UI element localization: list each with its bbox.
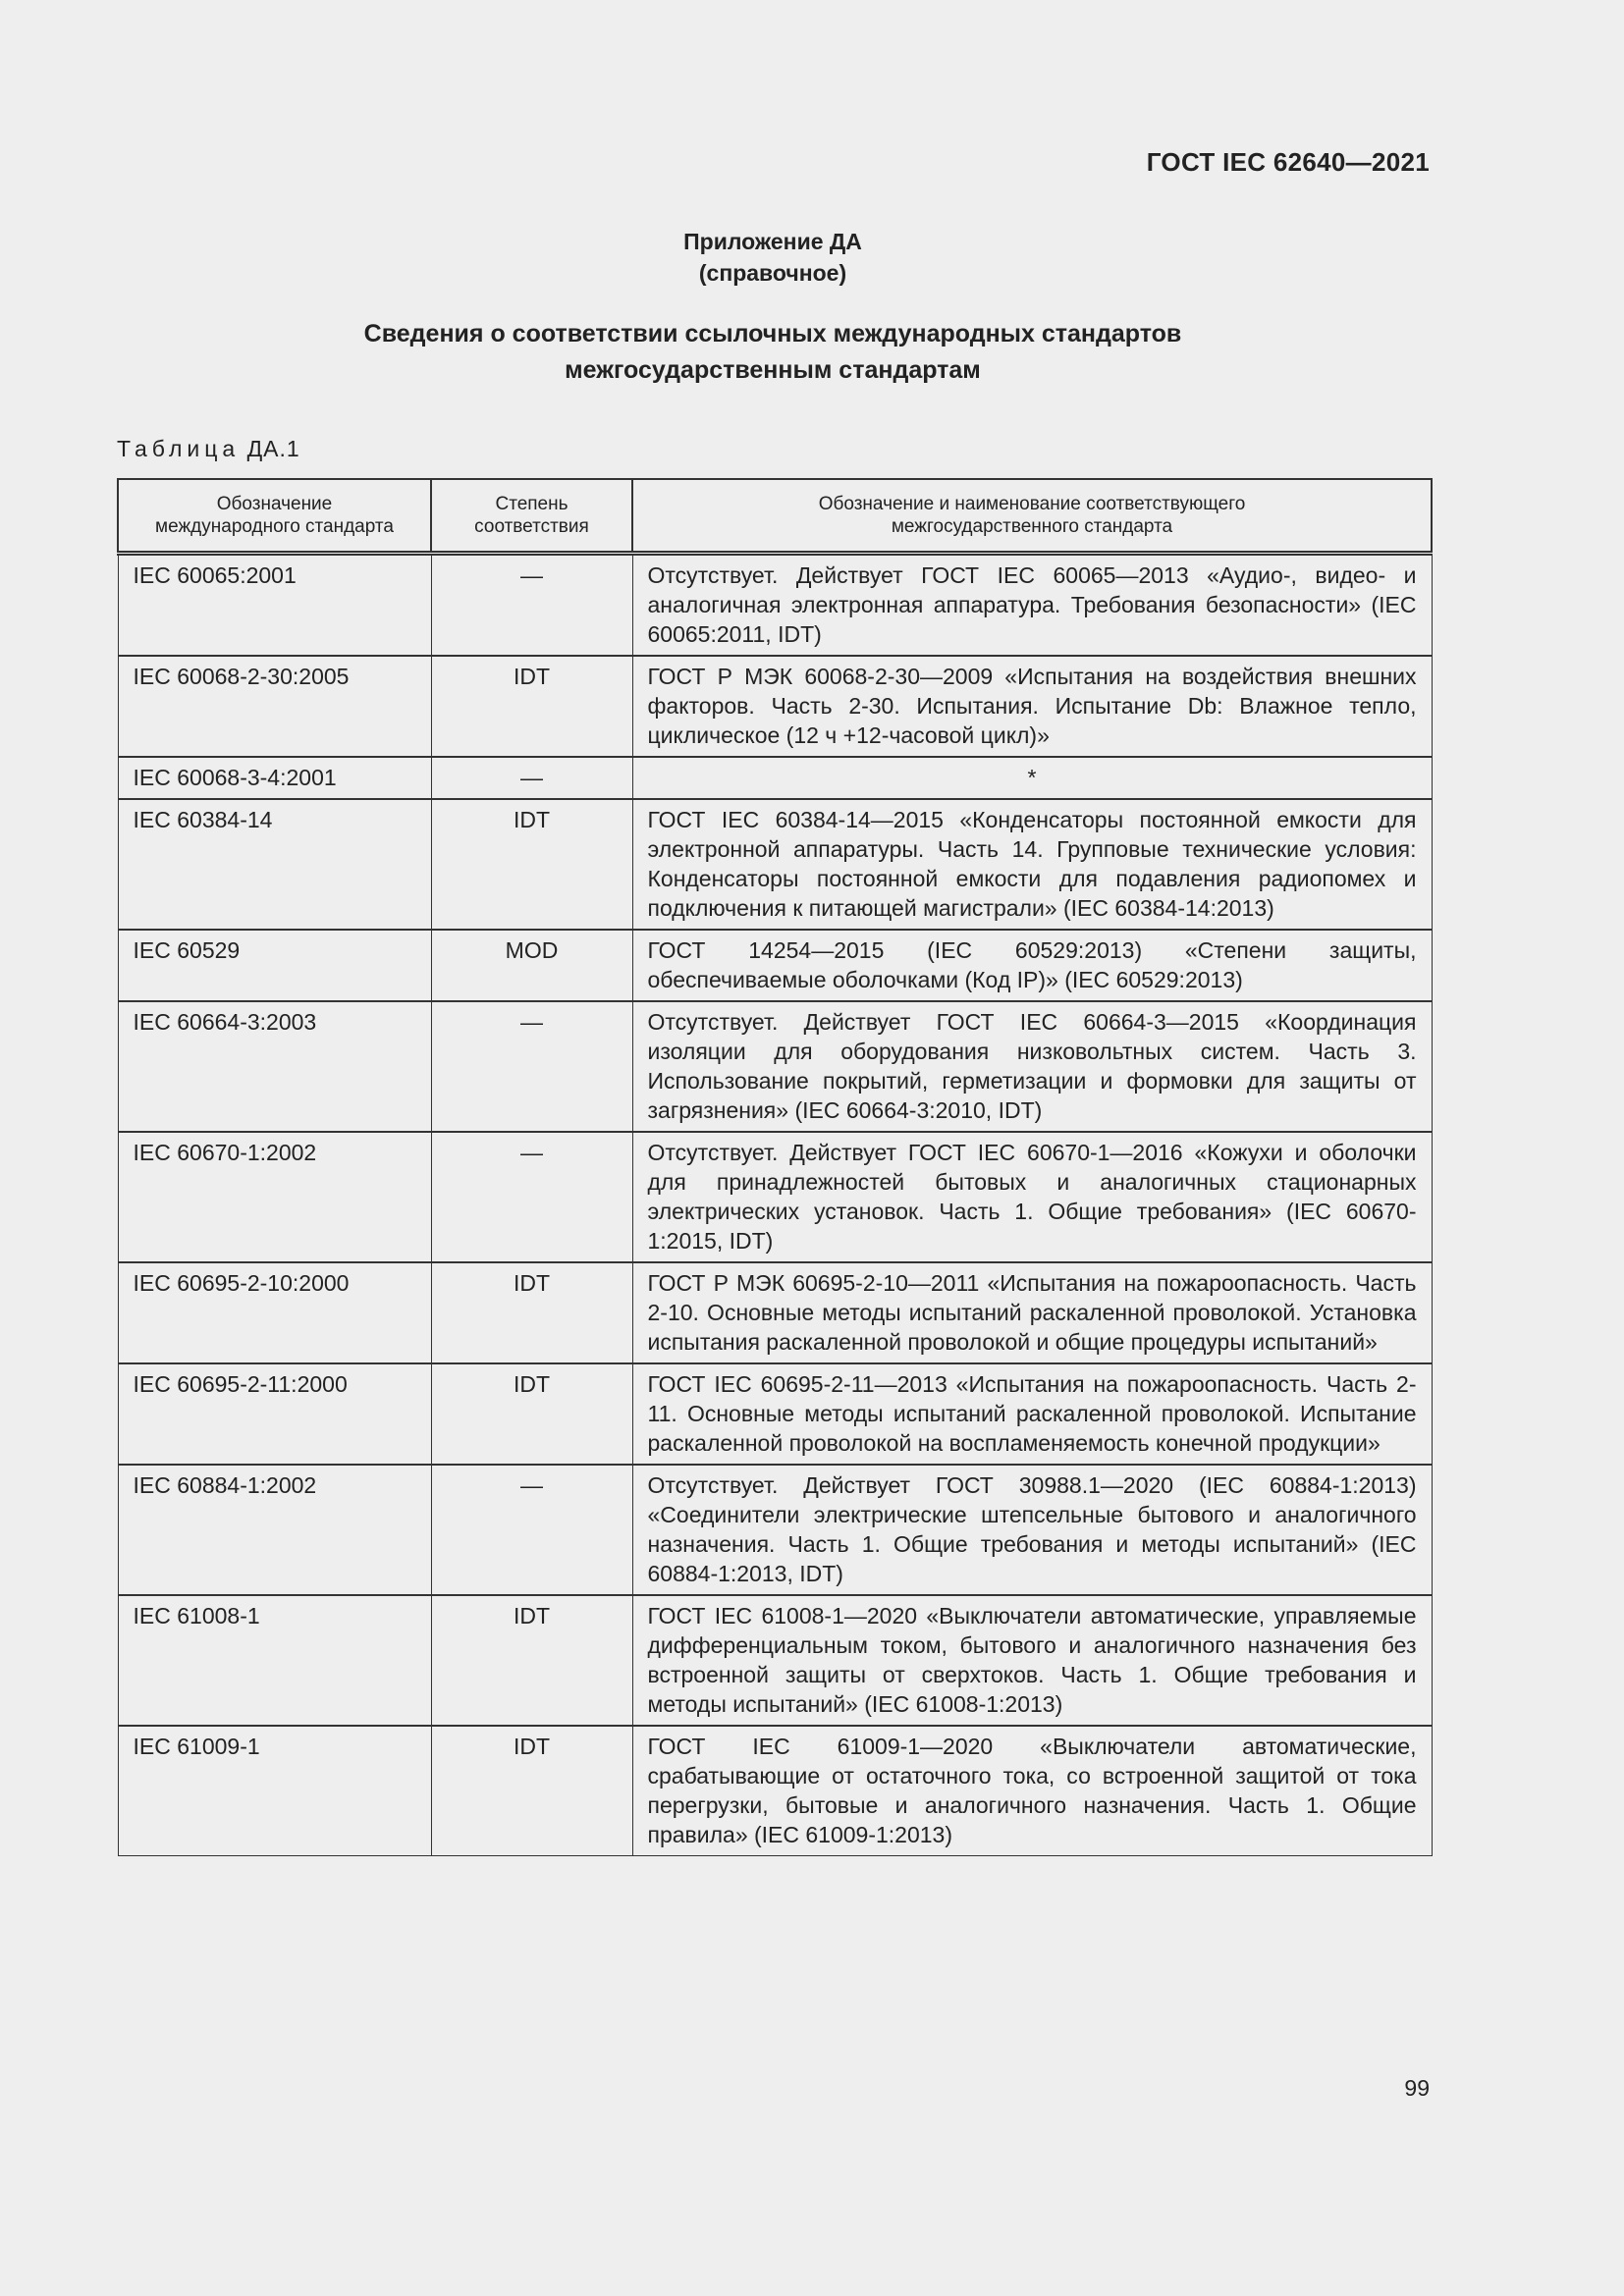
table-row [118, 757, 1432, 799]
header-line: соответствия [474, 516, 589, 537]
cell-description: ГОСТ IEC 60384-14—2015 «Конденсаторы постоянной емкости для электронной аппаратуры. Часть 14. Групповые технические условия: Конденсаторы постоянной емкости для подавления радиопомех и подключения к питающей магистрали» (IEC 60384-14:2013) [632, 799, 1432, 930]
cell-description: Отсутствует. Действует ГОСТ IEC 60664-3—2015 «Координация изоляции для оборудования низковольтных систем. Часть 3. Использование покрытий, герметизации и формовки для защиты от загрязнения» (IEC 60664-3:2010, IDT) [632, 1001, 1432, 1132]
standards-table [117, 478, 1433, 1856]
document-code: ГОСТ IEC 62640—2021 [1146, 147, 1430, 177]
table-row [118, 1001, 1432, 1132]
cell-degree: IDT [431, 1595, 632, 1726]
header-international-standard [118, 479, 431, 554]
header-line: Степень [495, 494, 568, 514]
cell-description: Отсутствует. Действует ГОСТ IEC 60065—2013 «Аудио-, видео- и аналогичная электронная аппаратура. Требования безопасности» (IEC 60065:2011, IDT) [632, 554, 1432, 657]
cell-degree: IDT [431, 799, 632, 930]
table-row [118, 799, 1432, 930]
cell-standard-code: IEC 60068-3-4:2001 [118, 757, 431, 799]
cell-standard-code: IEC 61008-1 [118, 1595, 431, 1726]
header-line: Обозначение и наименование соответствующего [818, 494, 1246, 514]
cell-standard-code: IEC 60695-2-10:2000 [118, 1262, 431, 1363]
table-row [118, 656, 1432, 757]
cell-standard-code: IEC 60068-2-30:2005 [118, 656, 431, 757]
cell-degree: MOD [431, 930, 632, 1001]
cell-standard-code: IEC 60695-2-11:2000 [118, 1363, 431, 1465]
cell-description: ГОСТ IEC 60695-2-11—2013 «Испытания на пожароопасность. Часть 2-11. Основные методы испытаний раскаленной проволокой. Испытание раскаленной проволокой на воспламеняемость конечной продукции» [632, 1363, 1432, 1465]
table-row [118, 1262, 1432, 1363]
cell-description: ГОСТ IEC 61008-1—2020 «Выключатели автоматические, управляемые дифференциальным током, бытового и аналогичного назначения без встроенной защиты от сверхтоков. Часть 1. Общие требования и методы испытаний» (IEC 61008-1:2013) [632, 1595, 1432, 1726]
header-line: международного стандарта [155, 516, 394, 537]
cell-standard-code: IEC 60664-3:2003 [118, 1001, 431, 1132]
cell-description: ГОСТ 14254—2015 (IEC 60529:2013) «Степени защиты, обеспечиваемые оболочками (Код IP)» (IEC 60529:2013) [632, 930, 1432, 1001]
cell-standard-code: IEC 60384-14 [118, 799, 431, 930]
header-interstate-standard [632, 479, 1432, 554]
cell-description: Отсутствует. Действует ГОСТ 30988.1—2020 (IEC 60884-1:2013) «Соединители электрические штепсельные бытового и аналогичного назначения. Часть 1. Общие требования и методы испытаний» (IEC 60884-1:2013, IDT) [632, 1465, 1432, 1595]
cell-standard-code: IEC 60529 [118, 930, 431, 1001]
annex-subtitle: (справочное) [698, 260, 847, 286]
cell-standard-code: IEC 60670-1:2002 [118, 1132, 431, 1262]
cell-degree: IDT [431, 1262, 632, 1363]
table-row [118, 1726, 1432, 1856]
cell-degree: — [431, 1132, 632, 1262]
cell-degree: — [431, 1465, 632, 1595]
header-line: Обозначение [216, 494, 333, 514]
table-caption-prefix: Таблица [117, 436, 241, 461]
cell-description: ГОСТ Р МЭК 60068-2-30—2009 «Испытания на воздействия внешних факторов. Часть 2-30. Испытания. Испытание Db: Влажное тепло, циклическое (12 ч +12-часовой цикл)» [632, 656, 1432, 757]
cell-standard-code: IEC 60884-1:2002 [118, 1465, 431, 1595]
cell-degree: — [431, 757, 632, 799]
table-row [118, 1465, 1432, 1595]
section-title-line1: Сведения о соответствии ссылочных международных стандартов [363, 320, 1182, 347]
table-row [118, 1132, 1432, 1262]
header-degree [431, 479, 632, 554]
header-line: межгосударственного стандарта [891, 516, 1173, 537]
page-number: 99 [1404, 2075, 1430, 2101]
section-title [0, 316, 1545, 389]
annex-heading [0, 226, 1545, 289]
cell-standard-code: IEC 61009-1 [118, 1726, 431, 1856]
annex-title: Приложение ДА [683, 229, 862, 254]
table-row [118, 1595, 1432, 1726]
section-title-line2: межгосударственным стандартам [565, 356, 981, 384]
cell-degree: IDT [431, 1363, 632, 1465]
table-header-row [118, 479, 1432, 554]
table-row [118, 1363, 1432, 1465]
table-row [118, 930, 1432, 1001]
cell-description: ГОСТ IEC 61009-1—2020 «Выключатели автоматические, срабатывающие от остаточного тока, со встроенной защитой от тока перегрузки, бытовые и аналогичного назначения. Часть 1. Общие правила» (IEC 61009-1:2013) [632, 1726, 1432, 1856]
table-caption [117, 436, 300, 462]
table-row [118, 554, 1432, 657]
cell-degree: — [431, 1001, 632, 1132]
cell-description: * [632, 757, 1432, 799]
cell-standard-code: IEC 60065:2001 [118, 554, 431, 657]
cell-degree: — [431, 554, 632, 657]
table-caption-number: ДА.1 [246, 436, 300, 461]
cell-description: ГОСТ Р МЭК 60695-2-10—2011 «Испытания на пожароопасность. Часть 2-10. Основные методы испытаний раскаленной проволокой. Установка испытания раскаленной проволокой и общие процедуры испытаний» [632, 1262, 1432, 1363]
cell-description: Отсутствует. Действует ГОСТ IEC 60670-1—2016 «Кожухи и оболочки для принадлежностей бытовых и аналогичных стационарных электрических установок. Часть 1. Общие требования» (IEC 60670-1:2015, IDT) [632, 1132, 1432, 1262]
cell-degree: IDT [431, 1726, 632, 1856]
cell-degree: IDT [431, 656, 632, 757]
